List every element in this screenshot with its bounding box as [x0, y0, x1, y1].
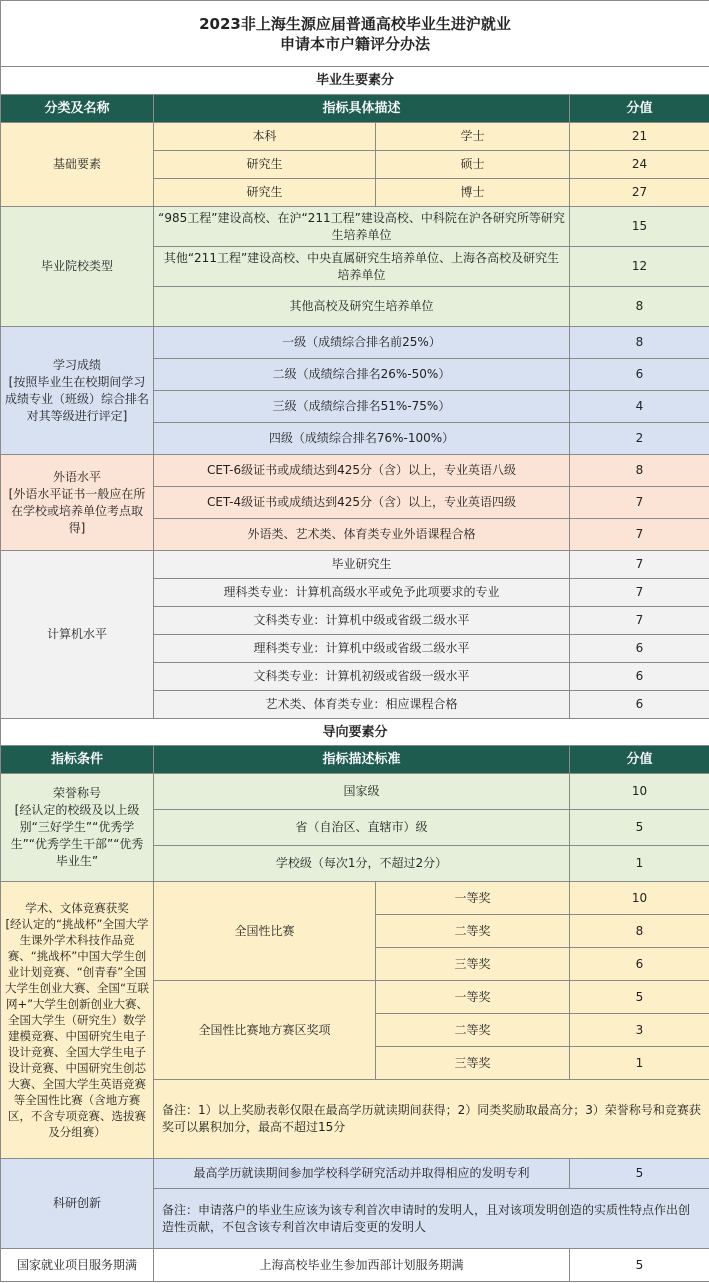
page-title [1, 1, 709, 67]
score-cell: 5 [570, 1249, 709, 1282]
score-cell: 8 [570, 455, 709, 487]
category-service: 国家就业项目服务期满 [1, 1249, 154, 1282]
school-desc: “985工程”建设高校、在沪“211工程”建设高校、中科院在沪各研究所等研究生培养单位 [154, 207, 570, 247]
research-remark: 备注：申请落户的毕业生应该为该专利首次申请时的发明人，且对该项发明创造的实质性特点作出创造性贡献，不包含该专利首次申请后变更的发明人 [154, 1189, 709, 1249]
category-research: 科研创新 [1, 1159, 154, 1249]
score-cell: 1 [570, 1047, 709, 1080]
prize-level: 三等奖 [376, 948, 570, 981]
score-cell: 24 [570, 151, 709, 179]
foreign-note: [外语水平证书一般应在所在学校或培养单位考点取得] [8, 486, 146, 535]
score-cell: 6 [570, 948, 709, 981]
computer-desc: 文科类专业：计算机中级或省级二级水平 [154, 607, 570, 635]
prize-level: 一等奖 [376, 882, 570, 915]
contest-note: [经认定的“挑战杯”全国大学生课外学术科技作品竞赛、“挑战杯”中国大学生创业计划竞赛、“创青春”全国大学生创业大赛、全国“互联网+”大学生创新创业大赛、全国大学生（研究生）数学建模竞赛、中国研究生电子设计竞赛、全国大学生电子设计竞赛、中国研究生创芯大赛、全国大学生英语竞赛等全国性比赛（含地方赛区，不含专项竞赛、选拔赛及分组赛） [5, 917, 149, 1139]
contest-remark: 备注：1）以上奖励表彰仅限在最高学历就读期间获得；2）同类奖励取最高分；3）荣誉称号和竞赛获奖可以累积加分，最高不超过15分 [154, 1080, 709, 1159]
contest-national: 全国性比赛 [154, 882, 376, 981]
category-basic: 基础要素 [1, 123, 154, 207]
prize-level: 三等奖 [376, 1047, 570, 1080]
title-line-2: 申请本市户籍评分办法 [279, 34, 430, 53]
category-grades [1, 327, 154, 455]
prize-level: 一等奖 [376, 981, 570, 1014]
score-cell: 6 [570, 359, 709, 391]
score-cell: 7 [570, 519, 709, 551]
score-cell: 7 [570, 487, 709, 519]
score-cell: 7 [570, 551, 709, 579]
score-cell: 7 [570, 579, 709, 607]
score-cell: 6 [570, 663, 709, 691]
research-desc: 最高学历就读期间参加学校科学研究活动并取得相应的发明专利 [154, 1159, 570, 1189]
grade-desc: 三级（成绩综合排名51%-75%） [154, 391, 570, 423]
foreign-desc: CET-4级证书或成绩达到425分（含）以上，专业英语四级 [154, 487, 570, 519]
title-line-1: 2023非上海生源应届普通高校毕业生进沪就业 [199, 14, 511, 33]
contest-regional: 全国性比赛地方赛区奖项 [154, 981, 376, 1080]
category-computer: 计算机水平 [1, 551, 154, 719]
score-cell: 6 [570, 635, 709, 663]
score-cell: 5 [570, 1159, 709, 1189]
foreign-desc: CET-6级证书或成绩达到425分（含）以上，专业英语八级 [154, 455, 570, 487]
header-standard: 指标描述标准 [154, 746, 570, 774]
basic-degree: 学士 [376, 123, 570, 151]
honor-desc: 省（自治区、直辖市）级 [154, 810, 570, 846]
score-cell: 21 [570, 123, 709, 151]
computer-desc: 文科类专业：计算机初级或省级一级水平 [154, 663, 570, 691]
grades-note: [按照毕业生在校期间学习成绩专业（班级）综合排名对其等级进行评定] [5, 374, 150, 423]
computer-desc: 毕业研究生 [154, 551, 570, 579]
header-condition: 指标条件 [1, 746, 154, 774]
header-category: 分类及名称 [1, 95, 154, 123]
score-cell: 10 [570, 774, 709, 810]
score-cell: 8 [570, 915, 709, 948]
category-foreign-language [1, 455, 154, 551]
honor-desc: 学校级（每次1分，不超过2分） [154, 846, 570, 882]
basic-level: 本科 [154, 123, 376, 151]
foreign-desc: 外语类、艺术类、体育类专业外语课程合格 [154, 519, 570, 551]
honor-note: [经认定的校级及以上级别“三好学生”“优秀学生”“优秀学生干部”“优秀毕业生” [10, 803, 144, 868]
honor-name: 荣誉称号 [52, 786, 101, 800]
grade-desc: 二级（成绩综合排名26%-50%） [154, 359, 570, 391]
contest-name: 学术、文体竞赛获奖 [25, 901, 129, 915]
prize-level: 二等奖 [376, 915, 570, 948]
honor-desc: 国家级 [154, 774, 570, 810]
grade-desc: 一级（成绩综合排名前25%） [154, 327, 570, 359]
score-cell: 6 [570, 691, 709, 719]
service-desc: 上海高校毕业生参加西部计划服务期满 [154, 1249, 570, 1282]
basic-level: 研究生 [154, 179, 376, 207]
score-cell: 3 [570, 1014, 709, 1047]
basic-level: 研究生 [154, 151, 376, 179]
category-contest [1, 882, 154, 1159]
score-cell: 2 [570, 423, 709, 455]
score-cell: 8 [570, 287, 709, 327]
computer-desc: 理科类专业：计算机高级水平或免予此项要求的专业 [154, 579, 570, 607]
score-cell: 12 [570, 247, 709, 287]
category-honor [1, 774, 154, 882]
score-cell: 15 [570, 207, 709, 247]
score-cell: 4 [570, 391, 709, 423]
basic-degree: 博士 [376, 179, 570, 207]
header-description: 指标具体描述 [154, 95, 570, 123]
score-cell: 1 [570, 846, 709, 882]
computer-desc: 艺术类、体育类专业：相应课程合格 [154, 691, 570, 719]
computer-desc: 理科类专业：计算机中级或省级二级水平 [154, 635, 570, 663]
foreign-name: 外语水平 [52, 469, 101, 484]
school-desc: 其他高校及研究生培养单位 [154, 287, 570, 327]
header-score: 分值 [570, 95, 709, 123]
header-score: 分值 [570, 746, 709, 774]
basic-degree: 硕士 [376, 151, 570, 179]
score-cell: 27 [570, 179, 709, 207]
score-cell: 7 [570, 607, 709, 635]
category-school-type: 毕业院校类型 [1, 207, 154, 327]
score-cell: 8 [570, 327, 709, 359]
score-cell: 10 [570, 882, 709, 915]
section-title-graduate: 毕业生要素分 [1, 67, 709, 95]
grade-desc: 四级（成绩综合排名76%-100%） [154, 423, 570, 455]
score-cell: 5 [570, 810, 709, 846]
prize-level: 二等奖 [376, 1014, 570, 1047]
section-title-guidance: 导向要素分 [1, 719, 709, 746]
school-desc: 其他“211工程”建设高校、中央直属研究生培养单位、上海各高校及研究生培养单位 [154, 247, 570, 287]
score-cell: 5 [570, 981, 709, 1014]
grades-name: 学习成绩 [52, 357, 101, 372]
